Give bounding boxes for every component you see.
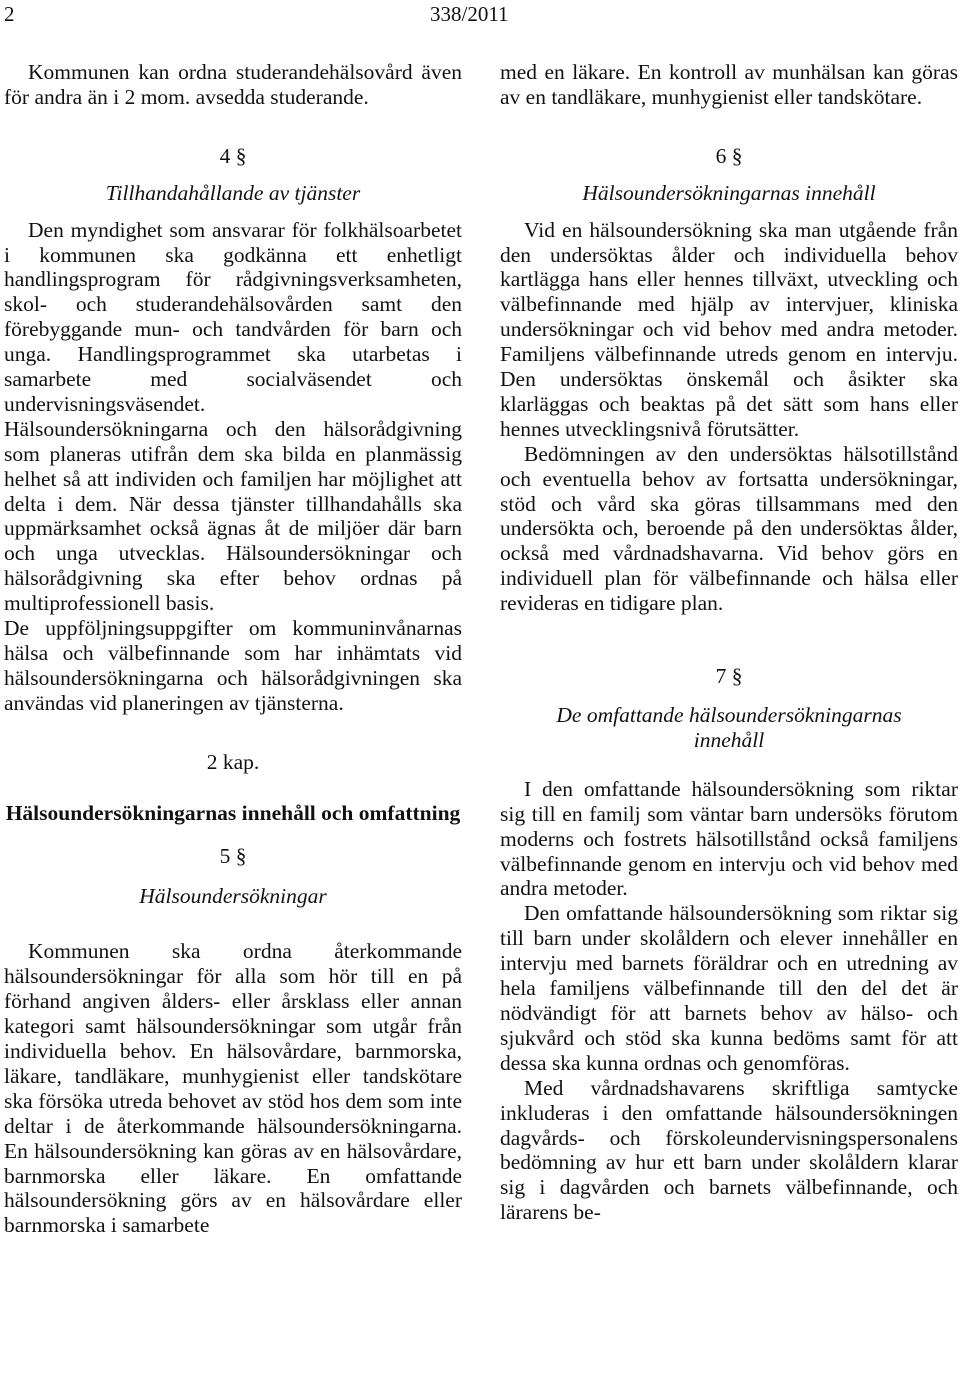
section-4-paragraph-1: Den myndighet som ansvarar för folkhälsoarbetet i kommunen ska godkänna ett enhetligt handlingsprogram för rådgivningsverksamheten, skol- och studerandehälsovården samt den förebyggande mun- och tandvården för barn och unga. Handlingsprogrammet ska utarbetas i samarbete med socialväsendet och undervisningsväsendet.: [4, 217, 462, 416]
intro-paragraph: Kommunen kan ordna studerandehälsovård även för andra än i 2 mom. avsedda studerande.: [4, 60, 462, 109]
page-number: 2: [4, 2, 15, 26]
section-5-paragraph-1: Kommunen ska ordna återkommande hälsoundersökningar för alla som hör till en på förhand angiven ålders- eller årsklass eller annan kategori samt hälsoundersökningar som utgår från individuella behov. En hälsovårdare, barnmorska, läkare, tandläkare, munhygienist eller tandskötare ska försöka utreda behovet av stöd hos dem som inte deltar i de återkommande hälsoundersökningarna. En hälsoundersökning kan göras av en hälsovårdare, barnmorska eller läkare. En omfattande hälsoundersökning görs av en hälsovårdare eller barnmorska i samarbete: [4, 939, 462, 1238]
section-5-title: Hälsoundersökningar: [139, 884, 327, 909]
section-7-title: De omfattande hälsoundersökningarnas innehåll: [556, 703, 902, 752]
section-7-paragraph-3: Med vårdnadshavarens skriftliga samtycke inkluderas i den omfattande hälsoundersökningen dagvårds- och förskoleundervisningspersonalens bedömning av hur ett barn under skolåldern klarar sig i dagvården och barnets välbefinnande, och lärarens be-: [500, 1075, 958, 1225]
section-6-paragraph-2: Bedömningen av den undersöktas hälsotillstånd och eventuella behov av fortsatta undersökningar, stöd och vård ska göras tillsammans med den undersökta och, beroende på den undersöktas ålder, också med vårdnadshavarna. Vid behov görs en individuell plan för välbefinnande och hälsa eller revideras en tidigare plan.: [500, 441, 958, 616]
continued-paragraph: med en läkare. En kontroll av munhälsan kan göras av en tandläkare, munhygienist eller tandskötare.: [500, 60, 958, 109]
right-column: [500, 60, 958, 1225]
document-number: 338/2011: [430, 2, 509, 26]
section-7-number: 7 §: [715, 664, 743, 689]
section-6-title: Hälsoundersökningarnas innehåll: [582, 180, 876, 205]
section-4-paragraph-2: Hälsoundersökningarna och den hälsorådgivning som planeras utifrån dem ska bilda en planmässig helhet så att individen och familjen har möjlighet att delta i dem. När dessa tjänster tillhandahålls ska uppmärksamhet också ägnas åt de miljöer där barn och unga utvecklas. Hälsoundersökningar och hälsorådgivning ska efter behov ordnas på multiprofessionell basis.: [4, 416, 462, 616]
section-7-paragraph-2: Den omfattande hälsoundersökning som riktar sig till barn under skolåldern och elever innehåller en intervju med barnets föräldrar och en utredning av hela familjens välbefinnande till den del det är nödvändigt för att barnets behov av hälso- och sjukvård och stöd ska kunna bedöms samt för att dessa ska kunna ordnas och genomföras.: [500, 901, 958, 1075]
chapter-label: 2 kap.: [206, 749, 260, 774]
section-4-title: Tillhandahållande av tjänster: [105, 180, 361, 205]
left-column: [4, 60, 462, 1238]
section-5-number: 5 §: [219, 843, 247, 868]
section-6-number: 6 §: [715, 143, 743, 168]
section-4-paragraph-3: De uppföljningsuppgifter om kommuninvånarnas hälsa och välbefinnande som har inhämtats vid hälsoundersökningarna och hälsorådgivningen ska användas vid planeringen av tjänsterna.: [4, 616, 462, 715]
page-header: [0, 0, 960, 30]
section-6-paragraph-1: Vid en hälsoundersökning ska man utgående från den undersöktas ålder och individuella behov kartlägga hans eller hennes tillväxt, utveckling och välbefinnande med hjälp av intervjuer, kliniska undersökningar och vid behov med andra metoder. Familjens välbefinnande utreds genom en intervju. Den undersöktas önskemål och åsikter ska klarläggas och beaktas på det sätt som hans eller hennes utvecklingsnivå förutsätter.: [500, 217, 958, 441]
section-7-paragraph-1: I den omfattande hälsoundersökning som riktar sig till en familj som väntar barn undersöks förutom moderns och fostrets hälsotillstånd också familjens välbefinnande genom en intervju och vid behov med andra metoder.: [500, 776, 958, 901]
chapter-title: Hälsoundersökningarnas innehåll och omfattning: [5, 800, 461, 825]
section-4-number: 4 §: [219, 143, 247, 168]
